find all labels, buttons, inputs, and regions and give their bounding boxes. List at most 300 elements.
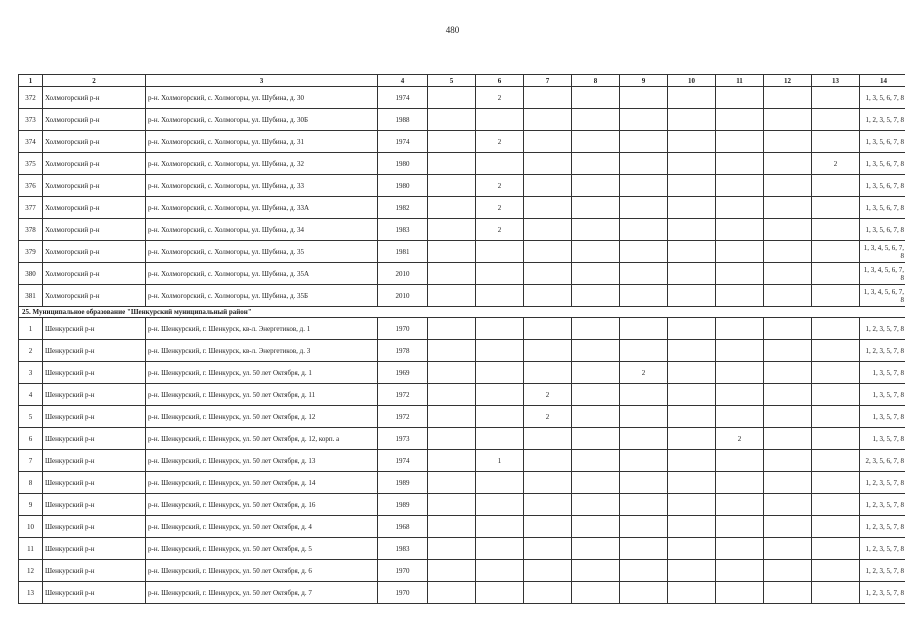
criteria-cell: 1, 3, 5, 7, 8 (860, 406, 905, 428)
address-cell: р-н. Шенкурский, г. Шенкурск, ул. 50 лет Октября, д. 11 (146, 384, 378, 406)
col10-cell (668, 219, 716, 241)
table-row (19, 450, 905, 472)
district-cell: Шенкурский р-н (43, 472, 146, 494)
table-row (19, 472, 905, 494)
district-cell: Шенкурский р-н (43, 362, 146, 384)
col9-cell (620, 340, 668, 362)
year-cell: 2010 (378, 263, 428, 285)
district-cell: Холмогорский р-н (43, 263, 146, 285)
col7-cell (524, 516, 572, 538)
col12-cell (764, 109, 812, 131)
col12-cell (764, 362, 812, 384)
address-cell: р-н. Шенкурский, г. Шенкурск, ул. 50 лет Октября, д. 4 (146, 516, 378, 538)
col8-cell (572, 219, 620, 241)
col11-cell (716, 406, 764, 428)
row-number: 375 (19, 153, 43, 175)
col11-cell (716, 560, 764, 582)
district-cell: Холмогорский р-н (43, 87, 146, 109)
address-cell: р-н. Холмогорский, с. Холмогоры, ул. Шубина, д. 33 (146, 175, 378, 197)
col10-cell (668, 494, 716, 516)
district-cell: Шенкурский р-н (43, 340, 146, 362)
col9-cell (620, 318, 668, 340)
table-row (19, 263, 905, 285)
address-cell: р-н. Шенкурский, г. Шенкурск, ул. 50 лет Октября, д. 16 (146, 494, 378, 516)
col8-cell (572, 340, 620, 362)
row-number: 380 (19, 263, 43, 285)
col8-cell (572, 131, 620, 153)
col10-cell (668, 87, 716, 109)
address-cell: р-н. Шенкурский, г. Шенкурск, ул. 50 лет Октября, д. 13 (146, 450, 378, 472)
criteria-cell: 1, 3, 4, 5, 6, 7, 8 (860, 263, 905, 285)
column-header: 11 (716, 75, 764, 87)
year-cell: 1970 (378, 318, 428, 340)
year-cell: 1982 (378, 197, 428, 219)
col10-cell (668, 582, 716, 604)
col12-cell (764, 560, 812, 582)
row-number: 11 (19, 538, 43, 560)
year-cell: 1968 (378, 516, 428, 538)
col5-cell (428, 285, 476, 307)
address-cell: р-н. Шенкурский, г. Шенкурск, ул. 50 лет Октября, д. 12 (146, 406, 378, 428)
col6-cell: 2 (476, 197, 524, 219)
col6-cell (476, 428, 524, 450)
col5-cell (428, 197, 476, 219)
col10-cell (668, 384, 716, 406)
col5-cell (428, 263, 476, 285)
col5-cell (428, 428, 476, 450)
year-cell: 1969 (378, 362, 428, 384)
col5-cell (428, 450, 476, 472)
row-number: 9 (19, 494, 43, 516)
criteria-cell: 1, 3, 4, 5, 6, 7, 8 (860, 285, 905, 307)
col8-cell (572, 428, 620, 450)
col9-cell (620, 450, 668, 472)
col12-cell (764, 472, 812, 494)
col7-cell (524, 175, 572, 197)
col12-cell (764, 582, 812, 604)
col13-cell (812, 197, 860, 219)
col9-cell (620, 109, 668, 131)
col5-cell (428, 87, 476, 109)
col8-cell (572, 406, 620, 428)
col12-cell (764, 197, 812, 219)
col5-cell (428, 219, 476, 241)
table-row (19, 241, 905, 263)
col6-cell (476, 582, 524, 604)
district-cell: Холмогорский р-н (43, 175, 146, 197)
col8-cell (572, 362, 620, 384)
col11-cell (716, 219, 764, 241)
address-cell: р-н. Шенкурский, г. Шенкурск, ул. 50 лет Октября, д. 6 (146, 560, 378, 582)
col7-cell (524, 428, 572, 450)
col13-cell (812, 494, 860, 516)
criteria-cell: 1, 3, 5, 6, 7, 8 (860, 197, 905, 219)
col9-cell (620, 406, 668, 428)
district-cell: Шенкурский р-н (43, 384, 146, 406)
col8-cell (572, 494, 620, 516)
col7-cell (524, 538, 572, 560)
col11-cell (716, 131, 764, 153)
col9-cell (620, 560, 668, 582)
col11-cell (716, 472, 764, 494)
year-cell: 1983 (378, 538, 428, 560)
col13-cell (812, 263, 860, 285)
col6-cell (476, 516, 524, 538)
col12-cell (764, 219, 812, 241)
column-header: 5 (428, 75, 476, 87)
row-number: 1 (19, 318, 43, 340)
col12-cell (764, 494, 812, 516)
col7-cell (524, 263, 572, 285)
col11-cell (716, 582, 764, 604)
section-row (19, 307, 905, 318)
col8-cell (572, 582, 620, 604)
col8-cell (572, 263, 620, 285)
district-cell: Шенкурский р-н (43, 516, 146, 538)
col13-cell (812, 560, 860, 582)
year-cell: 1981 (378, 241, 428, 263)
col12-cell (764, 340, 812, 362)
criteria-cell: 1, 3, 5, 6, 7, 8 (860, 153, 905, 175)
col12-cell (764, 87, 812, 109)
col7-cell (524, 197, 572, 219)
district-cell: Холмогорский р-н (43, 219, 146, 241)
column-header: 1 (19, 75, 43, 87)
column-header: 13 (812, 75, 860, 87)
col6-cell (476, 153, 524, 175)
col10-cell (668, 241, 716, 263)
col6-cell: 1 (476, 450, 524, 472)
col5-cell (428, 318, 476, 340)
col11-cell (716, 285, 764, 307)
column-header: 8 (572, 75, 620, 87)
table-row (19, 362, 905, 384)
table-row (19, 285, 905, 307)
col5-cell (428, 494, 476, 516)
col7-cell (524, 318, 572, 340)
col6-cell (476, 241, 524, 263)
col13-cell (812, 175, 860, 197)
address-cell: р-н. Холмогорский, с. Холмогоры, ул. Шубина, д. 30Б (146, 109, 378, 131)
col11-cell (716, 362, 764, 384)
col7-cell (524, 109, 572, 131)
table-row (19, 428, 905, 450)
col9-cell (620, 494, 668, 516)
section-title: 25. Муниципальное образование "Шенкурский муниципальный район" (19, 307, 905, 318)
col7-cell (524, 153, 572, 175)
col9-cell (620, 285, 668, 307)
address-cell: р-н. Шенкурский, г. Шенкурск, ул. 50 лет Октября, д. 5 (146, 538, 378, 560)
district-cell: Шенкурский р-н (43, 428, 146, 450)
col5-cell (428, 384, 476, 406)
column-header: 2 (43, 75, 146, 87)
year-cell: 1972 (378, 406, 428, 428)
address-cell: р-н. Холмогорский, с. Холмогоры, ул. Шубина, д. 34 (146, 219, 378, 241)
criteria-cell: 1, 2, 3, 5, 7, 8 (860, 538, 905, 560)
col7-cell (524, 494, 572, 516)
col5-cell (428, 131, 476, 153)
row-number: 6 (19, 428, 43, 450)
criteria-cell: 1, 2, 3, 5, 7, 8 (860, 109, 905, 131)
address-cell: р-н. Шенкурский, г. Шенкурск, кв-л. Энергетиков, д. 3 (146, 340, 378, 362)
col5-cell (428, 241, 476, 263)
col8-cell (572, 153, 620, 175)
criteria-cell: 1, 3, 5, 6, 7, 8 (860, 87, 905, 109)
col5-cell (428, 560, 476, 582)
col12-cell (764, 131, 812, 153)
criteria-cell: 1, 2, 3, 5, 7, 8 (860, 472, 905, 494)
year-cell: 1989 (378, 494, 428, 516)
col13-cell (812, 285, 860, 307)
col8-cell (572, 516, 620, 538)
col10-cell (668, 109, 716, 131)
col6-cell (476, 384, 524, 406)
row-number: 378 (19, 219, 43, 241)
col13-cell (812, 109, 860, 131)
col6-cell: 2 (476, 219, 524, 241)
district-cell: Шенкурский р-н (43, 538, 146, 560)
col12-cell (764, 318, 812, 340)
col7-cell (524, 131, 572, 153)
col9-cell (620, 131, 668, 153)
row-number: 381 (19, 285, 43, 307)
address-cell: р-н. Шенкурский, г. Шенкурск, ул. 50 лет Октября, д. 14 (146, 472, 378, 494)
criteria-cell: 1, 3, 5, 6, 7, 8 (860, 131, 905, 153)
col6-cell (476, 285, 524, 307)
district-cell: Шенкурский р-н (43, 582, 146, 604)
col7-cell: 2 (524, 384, 572, 406)
col12-cell (764, 428, 812, 450)
col6-cell: 2 (476, 87, 524, 109)
col12-cell (764, 450, 812, 472)
criteria-cell: 1, 2, 3, 5, 7, 8 (860, 340, 905, 362)
col7-cell (524, 472, 572, 494)
criteria-cell: 1, 3, 5, 7, 8 (860, 362, 905, 384)
col7-cell (524, 219, 572, 241)
column-header: 7 (524, 75, 572, 87)
col11-cell: 2 (716, 428, 764, 450)
col10-cell (668, 516, 716, 538)
col11-cell (716, 109, 764, 131)
col13-cell (812, 450, 860, 472)
col5-cell (428, 582, 476, 604)
col6-cell: 2 (476, 175, 524, 197)
col10-cell (668, 472, 716, 494)
row-number: 5 (19, 406, 43, 428)
year-cell: 1973 (378, 428, 428, 450)
col8-cell (572, 175, 620, 197)
district-cell: Холмогорский р-н (43, 241, 146, 263)
row-number: 379 (19, 241, 43, 263)
col5-cell (428, 109, 476, 131)
col7-cell (524, 362, 572, 384)
col6-cell (476, 406, 524, 428)
col12-cell (764, 175, 812, 197)
col8-cell (572, 109, 620, 131)
col13-cell (812, 87, 860, 109)
row-number: 377 (19, 197, 43, 219)
criteria-cell: 1, 2, 3, 5, 7, 8 (860, 516, 905, 538)
col10-cell (668, 197, 716, 219)
col13-cell (812, 516, 860, 538)
col9-cell (620, 538, 668, 560)
address-cell: р-н. Холмогорский, с. Холмогоры, ул. Шубина, д. 30 (146, 87, 378, 109)
col12-cell (764, 516, 812, 538)
row-number: 4 (19, 384, 43, 406)
table-row (19, 87, 905, 109)
criteria-cell: 1, 3, 5, 6, 7, 8 (860, 175, 905, 197)
col5-cell (428, 175, 476, 197)
col8-cell (572, 318, 620, 340)
district-cell: Шенкурский р-н (43, 560, 146, 582)
col13-cell (812, 538, 860, 560)
address-cell: р-н. Шенкурский, г. Шенкурск, кв-л. Энергетиков, д. 1 (146, 318, 378, 340)
criteria-cell: 1, 2, 3, 5, 7, 8 (860, 582, 905, 604)
year-cell: 1970 (378, 582, 428, 604)
row-number: 13 (19, 582, 43, 604)
table-row (19, 560, 905, 582)
col8-cell (572, 472, 620, 494)
col6-cell (476, 560, 524, 582)
col8-cell (572, 538, 620, 560)
col5-cell (428, 153, 476, 175)
criteria-cell: 1, 3, 5, 6, 7, 8 (860, 219, 905, 241)
col10-cell (668, 406, 716, 428)
year-cell: 1989 (378, 472, 428, 494)
row-number: 374 (19, 131, 43, 153)
col9-cell (620, 263, 668, 285)
table-row (19, 197, 905, 219)
year-cell: 1974 (378, 131, 428, 153)
table-row (19, 538, 905, 560)
col11-cell (716, 494, 764, 516)
col5-cell (428, 340, 476, 362)
address-cell: р-н. Холмогорский, с. Холмогоры, ул. Шубина, д. 33А (146, 197, 378, 219)
col9-cell (620, 87, 668, 109)
col8-cell (572, 197, 620, 219)
col6-cell (476, 472, 524, 494)
year-cell: 1983 (378, 219, 428, 241)
column-header: 3 (146, 75, 378, 87)
criteria-cell: 1, 3, 5, 7, 8 (860, 428, 905, 450)
col10-cell (668, 131, 716, 153)
col11-cell (716, 241, 764, 263)
col9-cell (620, 175, 668, 197)
col12-cell (764, 384, 812, 406)
district-cell: Шенкурский р-н (43, 494, 146, 516)
col6-cell (476, 494, 524, 516)
col13-cell (812, 340, 860, 362)
col13-cell (812, 472, 860, 494)
col8-cell (572, 560, 620, 582)
col8-cell (572, 241, 620, 263)
column-header: 9 (620, 75, 668, 87)
col13-cell (812, 318, 860, 340)
address-cell: р-н. Холмогорский, с. Холмогоры, ул. Шубина, д. 31 (146, 131, 378, 153)
col10-cell (668, 450, 716, 472)
district-cell: Шенкурский р-н (43, 318, 146, 340)
table-row (19, 175, 905, 197)
col6-cell (476, 109, 524, 131)
col6-cell (476, 340, 524, 362)
col13-cell (812, 131, 860, 153)
criteria-cell: 1, 2, 3, 5, 7, 8 (860, 494, 905, 516)
col13-cell (812, 406, 860, 428)
criteria-cell: 2, 3, 5, 6, 7, 8 (860, 450, 905, 472)
table-row (19, 153, 905, 175)
col10-cell (668, 318, 716, 340)
col6-cell: 2 (476, 131, 524, 153)
table-row (19, 219, 905, 241)
column-header: 12 (764, 75, 812, 87)
col6-cell (476, 362, 524, 384)
year-cell: 1980 (378, 175, 428, 197)
col11-cell (716, 153, 764, 175)
row-number: 12 (19, 560, 43, 582)
col7-cell (524, 582, 572, 604)
column-header: 10 (668, 75, 716, 87)
col7-cell: 2 (524, 406, 572, 428)
col11-cell (716, 263, 764, 285)
address-cell: р-н. Холмогорский, с. Холмогоры, ул. Шубина, д. 35Б (146, 285, 378, 307)
row-number: 373 (19, 109, 43, 131)
col9-cell (620, 516, 668, 538)
col11-cell (716, 450, 764, 472)
district-cell: Шенкурский р-н (43, 406, 146, 428)
col5-cell (428, 538, 476, 560)
col10-cell (668, 153, 716, 175)
col9-cell: 2 (620, 362, 668, 384)
address-cell: р-н. Холмогорский, с. Холмогоры, ул. Шубина, д. 35 (146, 241, 378, 263)
address-cell: р-н. Холмогорский, с. Холмогоры, ул. Шубина, д. 32 (146, 153, 378, 175)
row-number: 2 (19, 340, 43, 362)
criteria-cell: 1, 3, 4, 5, 6, 7, 8 (860, 241, 905, 263)
address-cell: р-н. Шенкурский, г. Шенкурск, ул. 50 лет Октября, д. 7 (146, 582, 378, 604)
col13-cell (812, 362, 860, 384)
table-row (19, 494, 905, 516)
criteria-cell: 1, 3, 5, 7, 8 (860, 384, 905, 406)
col8-cell (572, 384, 620, 406)
col8-cell (572, 285, 620, 307)
col10-cell (668, 340, 716, 362)
address-cell: р-н. Шенкурский, г. Шенкурск, ул. 50 лет Октября, д. 1 (146, 362, 378, 384)
table-row (19, 384, 905, 406)
col10-cell (668, 362, 716, 384)
col12-cell (764, 263, 812, 285)
row-number: 372 (19, 87, 43, 109)
page-number: 480 (445, 25, 460, 35)
district-cell: Холмогорский р-н (43, 131, 146, 153)
col12-cell (764, 406, 812, 428)
col6-cell (476, 538, 524, 560)
col9-cell (620, 241, 668, 263)
col11-cell (716, 197, 764, 219)
col11-cell (716, 87, 764, 109)
table-row (19, 109, 905, 131)
col9-cell (620, 384, 668, 406)
col7-cell (524, 340, 572, 362)
col9-cell (620, 428, 668, 450)
col7-cell (524, 87, 572, 109)
year-cell: 1974 (378, 450, 428, 472)
col7-cell (524, 450, 572, 472)
table-row (19, 340, 905, 362)
row-number: 8 (19, 472, 43, 494)
address-cell: р-н. Холмогорский, с. Холмогоры, ул. Шубина, д. 35А (146, 263, 378, 285)
col9-cell (620, 197, 668, 219)
year-cell: 1980 (378, 153, 428, 175)
column-header: 4 (378, 75, 428, 87)
